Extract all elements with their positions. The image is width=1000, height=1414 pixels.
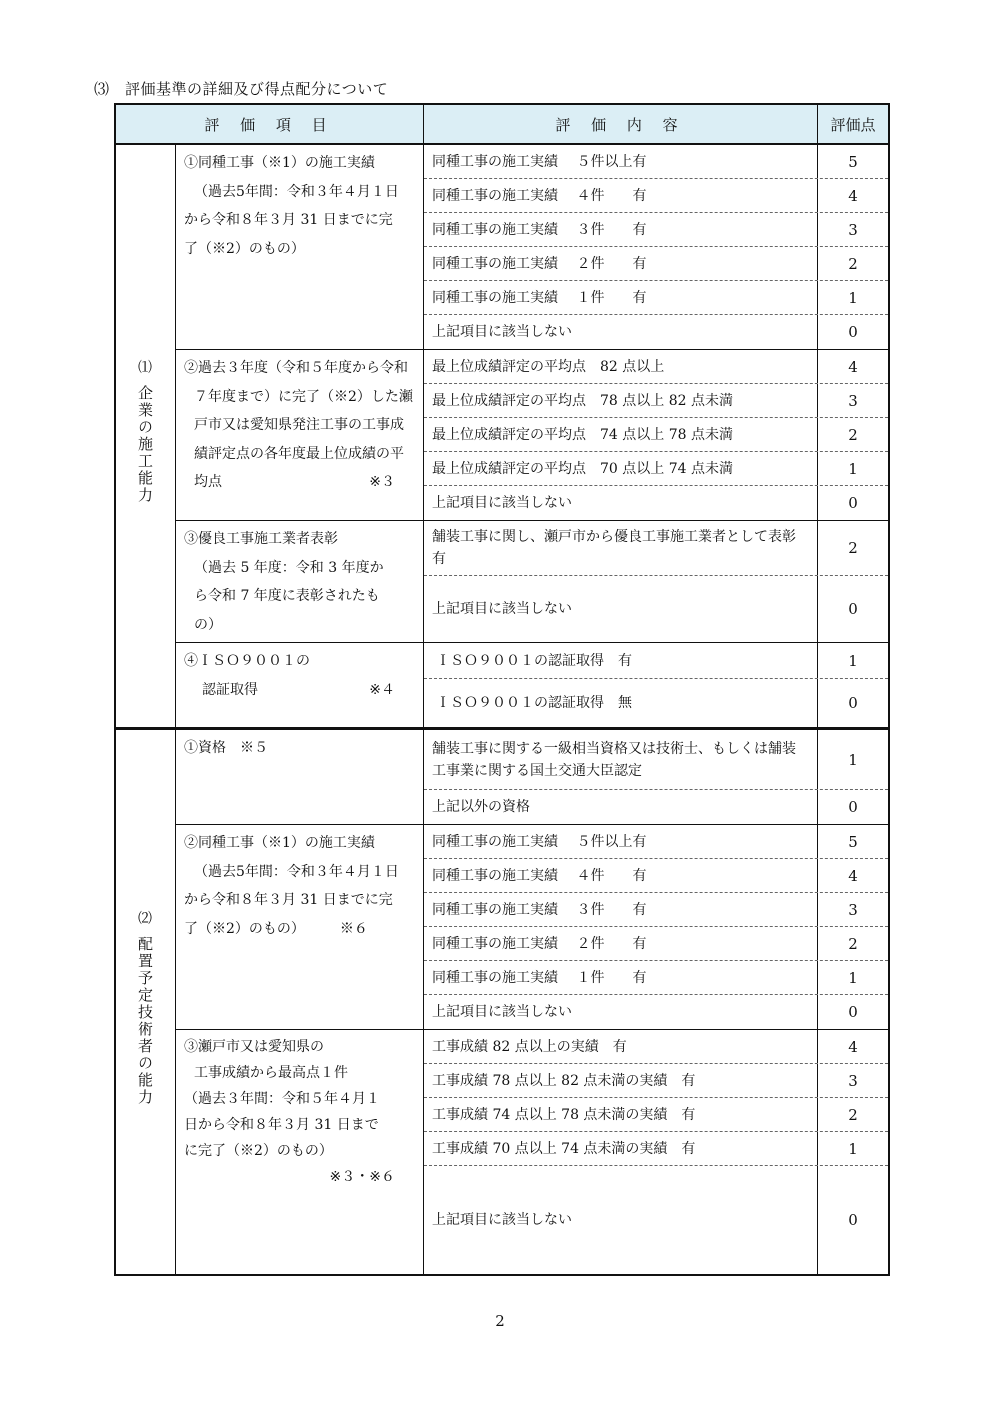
row-content: 上記以外の資格	[424, 790, 818, 824]
criteria-group	[176, 521, 888, 643]
row-score: 0	[848, 694, 858, 712]
item-line: 戸市又は愛知県発注工事の工事成	[194, 417, 404, 433]
row-score: 0	[848, 1211, 858, 1229]
row-score: 2	[848, 254, 858, 273]
row-content: 上記項目に該当しない	[424, 576, 818, 642]
item-line: ①資格 ※５	[184, 740, 268, 756]
table-row	[424, 281, 888, 315]
item-line: （過去３年間：令和５年４月１	[184, 1091, 380, 1107]
row-score: 0	[848, 494, 858, 512]
table-row	[424, 893, 888, 927]
row-score: 1	[848, 651, 858, 670]
page-number: 2	[495, 1312, 505, 1330]
row-score: 4	[848, 866, 858, 885]
criteria-item	[176, 1030, 424, 1274]
row-content: 上記項目に該当しない	[424, 1166, 818, 1274]
table-row	[424, 790, 888, 824]
row-content: 最上位成績評定の平均点 70 点以上 74 点未満	[424, 452, 818, 485]
row-score: 2	[848, 539, 858, 557]
item-line: 績評定点の各年度最上位成績の平	[194, 445, 404, 462]
row-content: 工事成績 82 点以上の実績 有	[424, 1030, 818, 1063]
item-line: ら令和 7 年度に表彰されたも	[194, 588, 380, 604]
row-score: 0	[848, 1003, 858, 1021]
table-row	[424, 859, 888, 893]
section-label-cell	[116, 730, 176, 1274]
row-score: 3	[848, 900, 858, 919]
item-line: ①同種工事（※1）の施工実績	[184, 155, 375, 171]
row-score: 0	[848, 600, 858, 618]
header-score: 評価点	[830, 115, 876, 134]
row-content: 同種工事の施工実績 ３件 有	[424, 213, 818, 246]
item-note: ※３・※６	[329, 1169, 395, 1185]
item-line: ②過去３年度（令和５年度から令和	[184, 360, 408, 376]
table-row	[424, 679, 888, 727]
row-score: 2	[848, 934, 858, 953]
criteria-group	[176, 825, 888, 1030]
row-score: 1	[848, 459, 858, 478]
criteria-item	[176, 730, 424, 824]
row-content: 上記項目に該当しない	[424, 315, 818, 349]
section-number: ⑴	[138, 360, 152, 376]
table-row	[424, 213, 888, 247]
row-content: ＩＳＯ９００１の認証取得 有	[424, 643, 818, 678]
row-content: 同種工事の施工実績 １件 有	[424, 961, 818, 994]
row-content: 最上位成績評定の平均点 74 点以上 78 点未満	[424, 418, 818, 451]
item-line: 認証取得	[202, 681, 258, 698]
table-row	[424, 643, 888, 679]
row-score: 0	[848, 798, 858, 816]
criteria-group	[176, 1030, 888, 1274]
section-company-ability	[114, 145, 890, 730]
table-row	[424, 452, 888, 486]
header-content: 評 価 内 容	[424, 105, 818, 143]
row-content: ＩＳＯ９００１の認証取得 無	[424, 679, 818, 727]
row-score: 2	[848, 1105, 858, 1124]
item-line: ③瀬戸市又は愛知県の	[184, 1039, 324, 1055]
item-line: の）	[194, 616, 222, 633]
table-row	[424, 521, 888, 576]
row-score: 0	[848, 323, 858, 341]
item-line: ②同種工事（※1）の施工実績	[184, 835, 375, 851]
header-item: 評 価 項 目	[116, 105, 424, 143]
item-line: に完了（※2）のもの）	[184, 1143, 333, 1159]
item-line: から令和８年３月 31 日までに完	[184, 892, 393, 908]
table-row	[424, 1166, 888, 1274]
table-row	[424, 486, 888, 520]
row-score: 3	[848, 391, 858, 410]
item-line: 了（※2）のもの） ※６	[184, 920, 368, 937]
table-header-row	[114, 103, 890, 145]
table-row	[424, 1030, 888, 1064]
item-line: 均点	[194, 474, 222, 490]
section-heading: ⑶ 評価基準の詳細及び得点配分について	[94, 80, 389, 98]
table-row	[424, 179, 888, 213]
item-line: （過去 5 年度：令和 3 年度か	[194, 559, 384, 576]
criteria-item	[176, 825, 424, 1029]
table-row	[424, 247, 888, 281]
item-line: ７年度まで）に完了（※2）した瀬	[194, 388, 413, 405]
row-score: 4	[848, 186, 858, 205]
evaluation-table	[114, 103, 890, 1276]
table-row	[424, 384, 888, 418]
row-content: 最上位成績評定の平均点 82 点以上	[424, 350, 818, 383]
table-row	[424, 961, 888, 995]
table-row	[424, 315, 888, 349]
item-note: ※３	[369, 474, 395, 490]
item-line: （過去5年間：令和３年４月１日	[194, 863, 399, 880]
table-row	[424, 145, 888, 179]
row-content: 上記項目に該当しない	[424, 486, 818, 520]
row-score: 5	[848, 832, 858, 851]
row-score: 1	[848, 288, 858, 307]
row-content: 同種工事の施工実績 ４件 有	[424, 179, 818, 212]
row-content: 最上位成績評定の平均点 78 点以上 82 点未満	[424, 384, 818, 417]
item-line: 工事成績から最高点１件	[194, 1065, 348, 1081]
row-content: 同種工事の施工実績 １件 有	[424, 281, 818, 314]
row-score: 3	[848, 220, 858, 239]
section-label: 配置予定技術者の能力	[136, 936, 154, 1106]
criteria-item	[176, 643, 424, 727]
section-engineer-ability	[114, 730, 890, 1276]
criteria-item	[176, 145, 424, 349]
section-label-cell	[116, 145, 176, 727]
criteria-group	[176, 145, 888, 350]
row-content: 舗装工事に関し、瀬戸市から優良工事施工業者として表彰 有	[424, 521, 818, 575]
table-row	[424, 927, 888, 961]
table-row	[424, 576, 888, 642]
row-score: 2	[848, 425, 858, 444]
row-content: 同種工事の施工実績 ４件 有	[424, 859, 818, 892]
table-row	[424, 418, 888, 452]
item-line: ③優良工事施工業者表彰	[184, 531, 338, 547]
item-line: ④ＩＳＯ９００１の	[184, 653, 310, 669]
row-content: 同種工事の施工実績 ５件以上有	[424, 825, 818, 858]
row-score: 4	[848, 1037, 858, 1056]
item-line: （過去5年間：令和３年４月１日	[194, 183, 399, 200]
criteria-group	[176, 730, 888, 825]
criteria-item	[176, 521, 424, 642]
table-row	[424, 350, 888, 384]
table-row	[424, 1098, 888, 1132]
criteria-item	[176, 350, 424, 520]
row-score: 5	[848, 152, 858, 171]
row-content: 同種工事の施工実績 ２件 有	[424, 927, 818, 960]
row-score: 1	[848, 750, 858, 769]
criteria-group	[176, 350, 888, 521]
criteria-group	[176, 643, 888, 727]
item-note: ※４	[369, 681, 395, 698]
table-row	[424, 730, 888, 790]
row-score: 4	[848, 357, 858, 376]
row-score: 3	[848, 1071, 858, 1090]
row-content: 同種工事の施工実績 ５件以上有	[424, 145, 818, 178]
section-label: 企業の施工能力	[136, 385, 154, 504]
item-line: 日から令和８年３月 31 日まで	[184, 1117, 379, 1133]
row-content: 同種工事の施工実績 ２件 有	[424, 247, 818, 280]
row-content: 工事成績 74 点以上 78 点未満の実績 有	[424, 1098, 818, 1131]
table-row	[424, 1064, 888, 1098]
item-line: から令和８年３月 31 日までに完	[184, 212, 393, 228]
row-content: 舗装工事に関する一級相当資格又は技術士、もしくは舗装工事業に関する国土交通大臣認定	[424, 730, 818, 789]
row-score: 1	[848, 968, 858, 987]
table-row	[424, 1132, 888, 1166]
row-score: 1	[848, 1139, 858, 1158]
table-row	[424, 995, 888, 1029]
row-content: 工事成績 70 点以上 74 点未満の実績 有	[424, 1132, 818, 1165]
row-content: 上記項目に該当しない	[424, 995, 818, 1029]
item-line: 了（※2）のもの）	[184, 240, 305, 257]
row-content: 工事成績 78 点以上 82 点未満の実績 有	[424, 1064, 818, 1097]
row-content: 同種工事の施工実績 ３件 有	[424, 893, 818, 926]
section-number: ⑵	[138, 911, 152, 927]
table-row	[424, 825, 888, 859]
